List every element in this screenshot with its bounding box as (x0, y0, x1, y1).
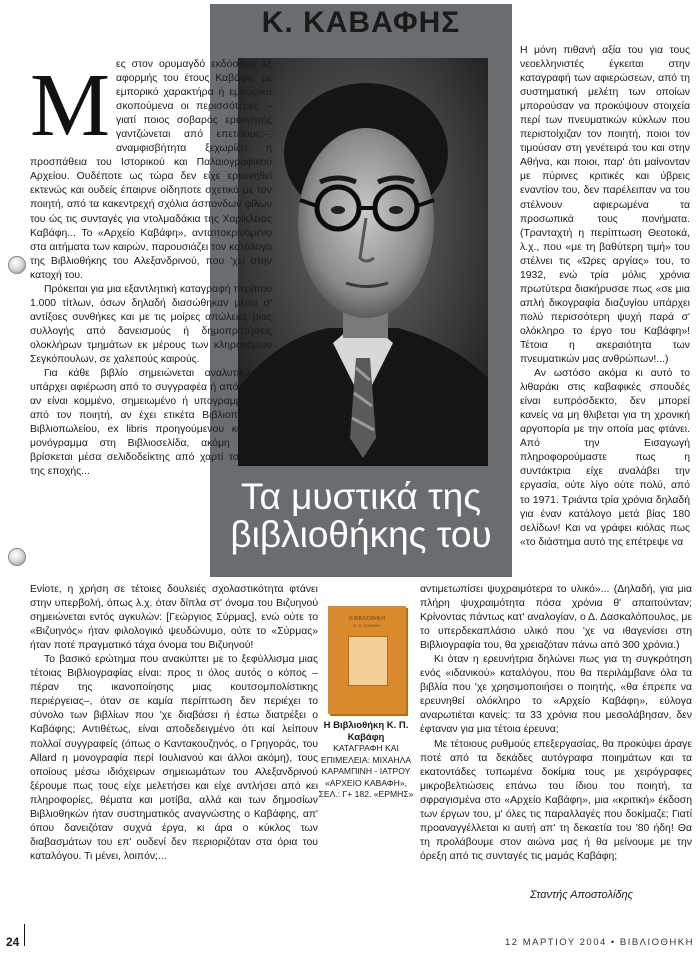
book-caption-line: ΚΑΡΑΜΠΙΝΗ - ΙΑΤΡΟΥ (321, 766, 411, 776)
article-column-right (520, 44, 690, 550)
article-paragraph: Με τέτοιους ρυθμούς επεξεργασίας, θα προκύψει άραγε ποτέ από τα δεκάδες αυτόγραφα ποιημάτων και τα εκατοντάδες τυπωμένα δοκίμια τους με χειρόγραφες μικροβελτιώσεις επάνω του ίδιου του ποιητή, τα σφραγισμένα στο «Αρχείο Καβάφη», μια «κριτική» έκδοση των έργων του, μ' όλες τις παραλλαγές που δοκίμαζε; Γιατί προαναγγέλλεται κι αυτή απ' τη δεκαετία του '80 ήδη! Θα τη προλάβουμε στον αιώνα μας ή θα μείνουμε με την όρεξη από τις συνταγές τις μαμάς Καβάφη; (420, 738, 692, 862)
headline-line-1: Τα μυστικά της (240, 476, 482, 517)
book-caption (316, 720, 416, 801)
running-footer: 12 ΜΑΡΤΙΟΥ 2004 • ΒΙΒΛΙΟΘΗΚΗ (505, 937, 694, 948)
book-caption-title: Η Βιβλιοθήκη Κ. Π. Καβάφη (323, 720, 409, 743)
article-paragraph: Πρόκειται για μια εξαντλητική καταγραφή περίπου 1.000 τίτλων, όσων δηλαδή διασώθηκαν μέσα σ' αντίξοες συνθήκες και με τις μοίρες απώλειες μιας συλλογής από δανεισμούς ή δημοπρατήσεις ολοκλήρων τμημάτων εκ μέρους των κληρονόμων Σεγκόπουλων, σε χαλεπούς καιρούς. (30, 283, 272, 365)
article-paragraph: Ενίοτε, η χρήση σε τέτοιες δουλειές σχολαστικότητα φτάνει στην υπερβολή, όπως λ.χ. όταν δίπλα στ' όνομα του Βιζυηνού σημειώνεται εντός αγκυλών: [Γεώργιος Σύρμας], ενώ ούτε το «Βιζυηνός» ήταν φιλολογικό ψευδώνυμο, ούτε το «Σύρμας» ήταν ποτέ πραγματικό τάχα όνομα του Βιζυηνού! (30, 584, 318, 652)
headline-line-2: βιβλιοθήκης του (230, 514, 492, 555)
book-caption-line: ΣΕΛ.: Γ+ 182. «ΕΡΜΗΣ» (318, 789, 414, 799)
portrait-illustration (238, 58, 488, 466)
article-paragraph: Το βασικό ερώτημα που ανακύπτει με το ξεφύλλισμα μιας τέτοιας Βιβλιογραφίας είναι: προς τι όλος αυτός ο κόπος –πέραν της ικανοποίησης μιας κουτσομπολίστικης περιέργειας–, όταν σε καμία περίπτωση δεν περιέχει το σύνολο των βιβλίων που 'χε διαβάσει ή έστω διατρέξει ο Καβάφης; Αντιθέτως, είναι αποδεδειγμένο ότι καί λείπουν πολλοί συγγραφείς (όπως ο Καντακουζηνός, ο Γρηγοράς, του Allard η μονογραφία περί Ιουλιανού και άλλοι ακόμη), τους οποίους μέσω ιδιόχειρων σημειωμάτων του Αλεξανδρινού ξέρουμε πως τους είχε μελετήσει και είχε αντλήσει από κει πληροφορίες, θέματα και μοτίβα, αλλά και των δημοσίων Βιβλιοθηκών ήταν συστηματικός αναγνώστης ο Καβάφης, απ' όπου δανειζόταν συχνά έργα, κι άρα ο κύκλος των διαβασμάτων του επ' ουδενί δεν περιοριζόταν στα όρια του καταλόγου. Τι μένει, λοιπόν;... (30, 654, 318, 862)
article-column-left (30, 58, 272, 479)
article-paragraph: Αν ωστόσο ακόμα κι αυτό το λιθαράκι στις καβαφικές σπουδές είναι ευπρόσδεκτο, δεν μπορεί κανείς να μη θλιβεται για τη χρονική αργοπορία με την οποία μας φτάνει. Από την Εισαγωγή πληροφορούμαστε πως η συντάκτρια είχε αναλάβει την εργασία, ούτε λίγο ούτε πολύ, από το 1971. Τριάντα τρία χρόνια δηλαδή για έναν κατάλογο μετά βίας 180 σελίδων! Και να γράφει κιόλας πως «το διάστημα αυτό της επέτρεψε να (520, 368, 690, 548)
binder-hole (8, 256, 26, 274)
book-cover-subtitle: Κ. Π. ΚΑΒΑΦΗ (353, 623, 381, 628)
book-caption-line: «ΑΡΧΕΙΟ ΚΑΒΑΦΗ», (324, 777, 408, 788)
book-caption-line: ΚΑΤΑΓΡΑΦΗ ΚΑΙ (333, 743, 399, 753)
article-paragraph: αντιμετωπίσει ψυχραιμότερα το υλικό»... (Δηλαδή, για μια πλήρη ψυχραιμότητα πόσα χρόνια θ' απαιτούνταν; Κρίνοντας πάντως κατ' αναλογίαν, ο Δ. Δασκαλόπουλος, με το υπερδεκαπλάσιο υλικό που 'χε να ιθαγενίσει στη Βιβλιογραφία του, θα χρειαζόταν πάνω από 300 χρόνια.) (420, 584, 692, 652)
author-signature: Σταντής Αποστολίδης (530, 889, 633, 901)
article-paragraph: Κι όταν η ερευνήτρια δηλώνει πως για τη συγκρότηση ενός «ιδανικού» καταλόγου, που θα περιλάμβανε όλα τα βιβλία που 'χε χρησιμοποιήσει ο ποιητής, «θα έπρεπε να ερευνηθεί ολόκληρο το «Αρχείο Καβάφη», εύλογα αναρωτιέται κανείς: τα 33 χρόνια που μεσολάβησαν, δεν έφταναν για μια τέτοια έρευνα; (420, 654, 692, 736)
book-cover (328, 606, 406, 714)
article-paragraph: Η μόνη πιθανή αξία του για τους νεοελληνιστές έγκειται στην καταγραφή των αφιερώσεων, από τη συστηματική μελέτη των οποίων μπορούσαν να προκύψουν στοιχεία περί των πνευματικών κύκλων που περιστοίχιζαν τον ποιητή, ποιοι τον τιμούσαν στη γενέτειρά του και στην Αθήνα, και ποιοι, παρ' ότι μαίνονταν με πύρινες κριτικές και ύβρεις εναντίον του, δεν παρέλειπαν να του στέλνουν αφιερωμένα τα προσωπικά τους πονήματα. (Τρανταχτή η περίπτωση Θεοτοκά, λ.χ., που «με τη βαθύτερη τιμή» του στέλνει τις «Ώρες αργίας» του, το 1932, ενώ τρία μόλις χρόνια πρωτύτερα διακήρυσσε πως «σε μια απλή δικογραφία διαζυγίου υπάρχει πολύ περισσότερη ψυχή παρά σ' ολόκληρο το έργο του Καβάφη»! Τέτοια η ακεραιότητα των πνευματικών μας ανθρώπων!...) (520, 45, 690, 366)
book-cover-image (348, 636, 388, 686)
book-caption-line: ΕΠΙΜΕΛΕΙΑ: ΜΙΧΑΗΛΑ (320, 754, 412, 765)
drop-cap: Μ (30, 56, 111, 155)
portrait-photo (238, 58, 488, 466)
article-column-bottom-left (30, 583, 318, 864)
article-paragraph: ες στον ορυμαγδό εκδόσεων εξ αφορμής του έτους Καβάφη, με εμπορικό χαρακτήρα ή εμπορικά σκοπούμενα οι περισσότερες –γιατί ποιος σοβαρός ερευνητής γαντζώνεται από επετείους;–, αναμφισβήτητα ξεχωρίζει η προσπάθεια του Ιστορικού και Παλαιογραφικού Αρχείου. Ουδέποτε ως τώρα δεν είχε ερευνηθεί εκτενώς και ουδείς έπαιρνε οίδηποτε σχετικό με τον ποιητή, από τα κακεντρεχή σχόλια άσπονδων φίλων του ώς τις συνταγές για ντολμαδάκια της Χαρίκλειας Καβάφη... Το «Αρχείο Καβάφη», ανταποκρινόμενο στα αιτήματα των καιρών, παρουσιάζει τον κατάλογο της Βιβλιοθήκης του Αλεξανδρινού, που 'χει στην κατοχή του. (30, 59, 272, 281)
page-number: 24 (6, 935, 20, 949)
book-cover-title: Η ΒΙΒΛΙΟΘΗΚΗ (348, 616, 386, 622)
article-paragraph: Για κάθε βιβλίο σημειώνεται αναλυτικά αν υπάρχει αφιέρωση από το συγγραφέα ή από άλλον, αν είναι κομμένο, σημειωμένο ή υπογραμμισμένο από τον ποιητή, αν έχει ετικέτα Βιβλιοπωλείου, Βιβλιοπωλείου, ex libris προηγούμενου κατόχου, μονόγραμμα στη Βιβλιοσελίδα, ακόμη κι αν βρίσκεται μέσα σελιδοδείκτης από χαρτί τσιγάρων της εποχής... (30, 368, 272, 478)
article-column-bottom-right (420, 583, 692, 864)
feature-title: Κ. ΚΑΒΑΦΗΣ (261, 6, 461, 39)
headline (218, 478, 504, 554)
folio-rule (24, 924, 25, 946)
binder-hole (8, 548, 26, 566)
